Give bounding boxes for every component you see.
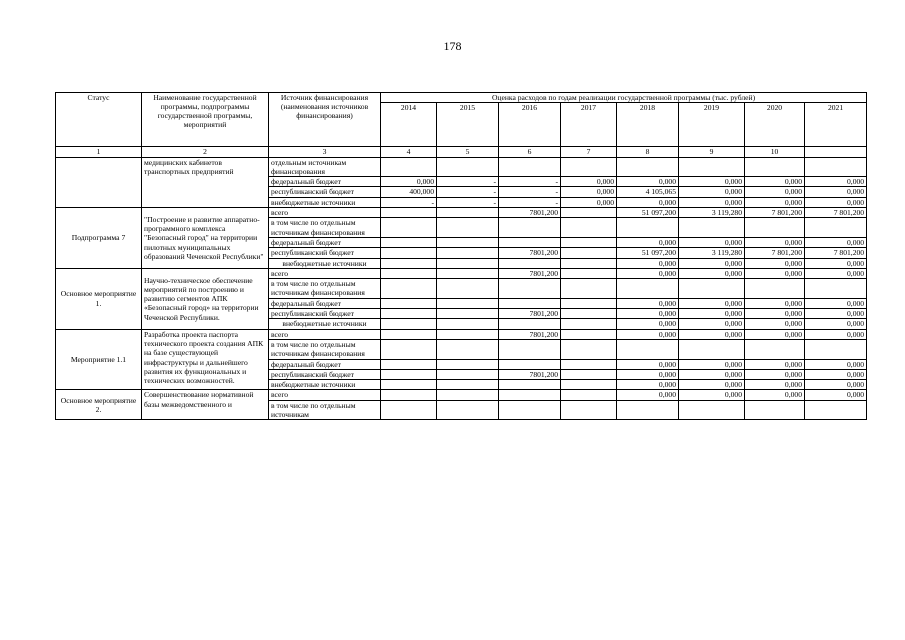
value-cell: 0,000: [617, 309, 679, 319]
source-cell: всего: [269, 208, 381, 218]
header-source: Источник финансирования (наименования источников финансирования): [269, 93, 381, 147]
value-cell: 0,000: [805, 237, 867, 247]
value-cell: 0,000: [745, 390, 805, 400]
value-cell: [561, 208, 617, 218]
value-cell: 0,000: [617, 258, 679, 268]
column-number: 2: [142, 147, 269, 157]
table-row: [56, 390, 867, 400]
value-cell: [437, 390, 499, 400]
value-cell: [561, 329, 617, 339]
value-cell: [499, 380, 561, 390]
value-cell: [617, 279, 679, 299]
value-cell: [437, 157, 499, 177]
value-cell: [561, 309, 617, 319]
value-cell: [805, 400, 867, 420]
value-cell: [499, 237, 561, 247]
value-cell: [499, 339, 561, 359]
value-cell: 0,000: [745, 329, 805, 339]
source-cell: федеральный бюджет: [269, 237, 381, 247]
value-cell: [679, 157, 745, 177]
value-cell: 0,000: [679, 329, 745, 339]
value-cell: [745, 157, 805, 177]
value-cell: [381, 268, 437, 278]
value-cell: [381, 258, 437, 268]
value-cell: [561, 268, 617, 278]
value-cell: -: [437, 177, 499, 187]
value-cell: 0,000: [617, 197, 679, 207]
value-cell: [561, 380, 617, 390]
value-cell: [437, 400, 499, 420]
value-cell: [561, 298, 617, 308]
page-number: 178: [443, 39, 462, 53]
value-cell: [437, 359, 499, 369]
value-cell: 0,000: [561, 197, 617, 207]
value-cell: [381, 329, 437, 339]
value-cell: 0,000: [617, 380, 679, 390]
column-number: 1: [56, 147, 142, 157]
value-cell: 0,000: [679, 319, 745, 329]
value-cell: 0,000: [617, 237, 679, 247]
source-cell: внебюджетные источники: [269, 258, 381, 268]
value-cell: [437, 237, 499, 247]
value-cell: 0,000: [617, 177, 679, 187]
header-year: 2014: [381, 103, 437, 147]
source-cell: внебюджетные источники: [269, 197, 381, 207]
source-cell: всего: [269, 268, 381, 278]
value-cell: [499, 258, 561, 268]
status-cell: Основное мероприятие 1.: [56, 268, 142, 329]
value-cell: 7801,200: [499, 329, 561, 339]
value-cell: 0,000: [679, 380, 745, 390]
value-cell: [381, 298, 437, 308]
value-cell: 0,000: [805, 359, 867, 369]
value-cell: [381, 237, 437, 247]
value-cell: [437, 380, 499, 390]
value-cell: 0,000: [617, 359, 679, 369]
value-cell: 7801,200: [499, 248, 561, 258]
status-cell: Мероприятие 1.1: [56, 329, 142, 390]
column-number: 4: [381, 147, 437, 157]
value-cell: [805, 218, 867, 238]
value-cell: [617, 339, 679, 359]
source-cell: республиканский бюджет: [269, 187, 381, 197]
value-cell: [679, 400, 745, 420]
source-cell: федеральный бюджет: [269, 359, 381, 369]
value-cell: 0,000: [745, 187, 805, 197]
value-cell: -: [437, 187, 499, 197]
value-cell: 7801,200: [499, 369, 561, 379]
value-cell: [381, 390, 437, 400]
value-cell: [437, 208, 499, 218]
header-year: 2018: [617, 103, 679, 147]
value-cell: 7 801,200: [745, 248, 805, 258]
value-cell: 0,000: [617, 268, 679, 278]
source-cell: республиканский бюджет: [269, 248, 381, 258]
value-cell: 0,000: [679, 369, 745, 379]
value-cell: [437, 369, 499, 379]
value-cell: 3 119,280: [679, 208, 745, 218]
value-cell: 0,000: [745, 359, 805, 369]
value-cell: -: [499, 197, 561, 207]
value-cell: [561, 319, 617, 329]
source-cell: в том числе по отдельным источникам финансирования: [269, 339, 381, 359]
value-cell: 4 105,065: [617, 187, 679, 197]
value-cell: [499, 400, 561, 420]
value-cell: [499, 319, 561, 329]
value-cell: [499, 218, 561, 238]
value-cell: 0,000: [805, 369, 867, 379]
value-cell: [499, 279, 561, 299]
header-year: 2020: [745, 103, 805, 147]
status-cell: Подпрограмма 7: [56, 208, 142, 269]
value-cell: [617, 400, 679, 420]
value-cell: 0,000: [805, 298, 867, 308]
value-cell: 0,000: [561, 187, 617, 197]
name-cell: "Построение и развитие аппаратно-программного комплекса "Безопасный город" на территории пилотных муниципальных образований Чеченской Республики": [142, 208, 269, 269]
value-cell: -: [499, 187, 561, 197]
value-cell: [381, 208, 437, 218]
header-year: 2021: [805, 103, 867, 147]
value-cell: 0,000: [617, 329, 679, 339]
value-cell: 0,000: [679, 298, 745, 308]
value-cell: [561, 339, 617, 359]
value-cell: 51 097,200: [617, 208, 679, 218]
value-cell: 0,000: [679, 359, 745, 369]
value-cell: 0,000: [805, 187, 867, 197]
value-cell: 3 119,280: [679, 248, 745, 258]
source-cell: республиканский бюджет: [269, 369, 381, 379]
value-cell: [561, 248, 617, 258]
value-cell: 0,000: [617, 319, 679, 329]
value-cell: 0,000: [381, 177, 437, 187]
value-cell: [745, 400, 805, 420]
value-cell: 0,000: [745, 298, 805, 308]
source-cell: внебюджетные источники: [269, 319, 381, 329]
status-cell: Основное мероприятие 2.: [56, 390, 142, 420]
value-cell: [561, 279, 617, 299]
value-cell: 0,000: [617, 369, 679, 379]
value-cell: [561, 237, 617, 247]
source-cell: федеральный бюджет: [269, 177, 381, 187]
column-number: 7: [561, 147, 617, 157]
name-cell: Совершенствование нормативной базы межведомственного и: [142, 390, 269, 420]
header-year: 2017: [561, 103, 617, 147]
column-number: 6: [499, 147, 561, 157]
value-cell: [561, 157, 617, 177]
source-cell: в том числе по отдельным источникам финансирования: [269, 218, 381, 238]
value-cell: 0,000: [617, 390, 679, 400]
value-cell: 0,000: [805, 268, 867, 278]
value-cell: [561, 359, 617, 369]
value-cell: 0,000: [679, 258, 745, 268]
value-cell: [561, 218, 617, 238]
source-cell: республиканский бюджет: [269, 309, 381, 319]
value-cell: 400,000: [381, 187, 437, 197]
value-cell: [499, 390, 561, 400]
value-cell: 0,000: [745, 268, 805, 278]
value-cell: [499, 359, 561, 369]
column-number: 9: [679, 147, 745, 157]
value-cell: [437, 309, 499, 319]
value-cell: [805, 157, 867, 177]
value-cell: [381, 319, 437, 329]
value-cell: 0,000: [679, 237, 745, 247]
header-status: Статус: [56, 93, 142, 147]
value-cell: [437, 218, 499, 238]
value-cell: [381, 359, 437, 369]
value-cell: [381, 248, 437, 258]
value-cell: 0,000: [679, 268, 745, 278]
header-year: 2015: [437, 103, 499, 147]
value-cell: [499, 298, 561, 308]
header-estimate: Оценка расходов по годам реализации государственной программы (тыс. рублей): [381, 93, 867, 103]
value-cell: 0,000: [561, 177, 617, 187]
value-cell: 0,000: [679, 390, 745, 400]
value-cell: [617, 157, 679, 177]
table-row: [56, 157, 867, 177]
value-cell: [437, 268, 499, 278]
value-cell: 0,000: [805, 329, 867, 339]
value-cell: [679, 279, 745, 299]
value-cell: [679, 339, 745, 359]
value-cell: [437, 329, 499, 339]
value-cell: 0,000: [679, 309, 745, 319]
value-cell: [381, 369, 437, 379]
value-cell: -: [437, 197, 499, 207]
source-cell: внебюджетные источники: [269, 380, 381, 390]
value-cell: 0,000: [679, 197, 745, 207]
source-cell: федеральный бюджет: [269, 298, 381, 308]
source-cell: всего: [269, 390, 381, 400]
value-cell: 0,000: [745, 197, 805, 207]
value-cell: 0,000: [805, 309, 867, 319]
source-cell: всего: [269, 329, 381, 339]
table-row: [56, 268, 867, 278]
source-cell: в том числе по отдельным источникам: [269, 400, 381, 420]
value-cell: [561, 390, 617, 400]
value-cell: [745, 339, 805, 359]
column-number: 5: [437, 147, 499, 157]
value-cell: 7 801,200: [745, 208, 805, 218]
table-row: [56, 208, 867, 218]
name-cell: медицинских кабинетов транспортных предприятий: [142, 157, 269, 207]
value-cell: [499, 157, 561, 177]
value-cell: 0,000: [805, 390, 867, 400]
value-cell: [437, 319, 499, 329]
value-cell: [805, 339, 867, 359]
value-cell: [617, 218, 679, 238]
value-cell: [437, 279, 499, 299]
value-cell: 0,000: [805, 380, 867, 390]
column-number: [805, 147, 867, 157]
value-cell: [561, 400, 617, 420]
value-cell: [437, 258, 499, 268]
status-cell: [56, 157, 142, 207]
header-year: 2016: [499, 103, 561, 147]
column-number: 3: [269, 147, 381, 157]
value-cell: 0,000: [745, 237, 805, 247]
value-cell: 0,000: [805, 319, 867, 329]
header-name: Наименование государственной программы, подпрограммы государственной программы, мероприятий: [142, 93, 269, 147]
budget-table: [55, 92, 867, 420]
value-cell: [745, 218, 805, 238]
value-cell: -: [381, 197, 437, 207]
source-cell: отдельным источникам финансирования: [269, 157, 381, 177]
value-cell: [381, 309, 437, 319]
column-number: 8: [617, 147, 679, 157]
header-year: 2019: [679, 103, 745, 147]
value-cell: [437, 248, 499, 258]
column-number: 10: [745, 147, 805, 157]
value-cell: 7 801,200: [805, 248, 867, 258]
value-cell: [805, 279, 867, 299]
value-cell: 7801,200: [499, 309, 561, 319]
value-cell: 0,000: [679, 187, 745, 197]
value-cell: [381, 400, 437, 420]
value-cell: [381, 157, 437, 177]
value-cell: 7 801,200: [805, 208, 867, 218]
name-cell: Научно-техническое обеспечение мероприятий по построению и развитию сегментов АПК «Безопасный город» на территории Чеченской Республики.: [142, 268, 269, 329]
value-cell: [745, 279, 805, 299]
value-cell: [381, 380, 437, 390]
value-cell: 0,000: [745, 177, 805, 187]
value-cell: 0,000: [679, 177, 745, 187]
value-cell: 7801,200: [499, 268, 561, 278]
value-cell: 0,000: [805, 177, 867, 187]
value-cell: -: [499, 177, 561, 187]
value-cell: 0,000: [805, 258, 867, 268]
value-cell: 0,000: [745, 309, 805, 319]
value-cell: [437, 298, 499, 308]
table-row: [56, 329, 867, 339]
value-cell: 0,000: [745, 319, 805, 329]
value-cell: [381, 218, 437, 238]
value-cell: [679, 218, 745, 238]
value-cell: [437, 339, 499, 359]
value-cell: 0,000: [745, 380, 805, 390]
name-cell: Разработка проекта паспорта технического проекта создания АПК на базе существующей инфраструктуры и дальнейшего развития их функциональных и технических возможностей.: [142, 329, 269, 390]
value-cell: 0,000: [745, 369, 805, 379]
value-cell: 7801,200: [499, 208, 561, 218]
value-cell: [381, 279, 437, 299]
value-cell: 51 097,200: [617, 248, 679, 258]
source-cell: в том числе по отдельным источникам финансирования: [269, 279, 381, 299]
value-cell: [561, 258, 617, 268]
value-cell: [561, 369, 617, 379]
value-cell: 0,000: [805, 197, 867, 207]
value-cell: 0,000: [617, 298, 679, 308]
value-cell: 0,000: [745, 258, 805, 268]
value-cell: [381, 339, 437, 359]
